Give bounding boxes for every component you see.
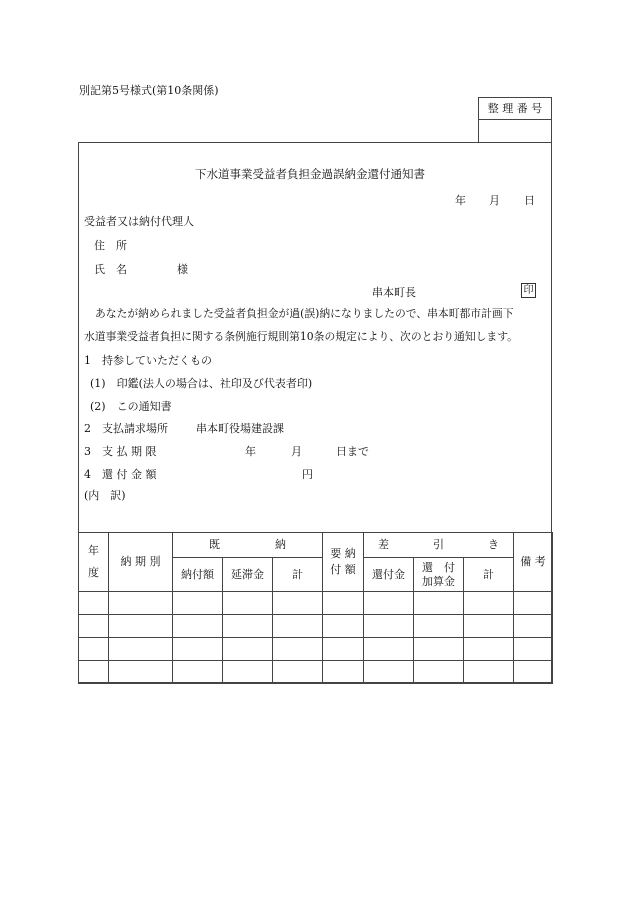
table-cell[interactable] [173, 615, 223, 638]
table-cell[interactable] [223, 638, 273, 661]
item-4-unit: 円 [302, 468, 313, 481]
table-row [79, 638, 553, 661]
item-3-year: 年 [245, 445, 256, 458]
group-already-paid: 既 納 [173, 533, 323, 558]
form-label: 別記第5号様式(第10条関係) [79, 84, 219, 97]
table-cell[interactable] [323, 661, 364, 684]
item-3-month: 月 [291, 445, 302, 458]
recipient-label: 受益者又は納付代理人 [84, 215, 194, 228]
table-cell[interactable] [323, 592, 364, 615]
table-cell[interactable] [414, 638, 464, 661]
honorific: 様 [177, 263, 188, 276]
table-cell[interactable] [364, 592, 414, 615]
date-month: 月 [489, 194, 500, 207]
sub-paid-amount: 納付額 [173, 558, 223, 592]
table-cell[interactable] [514, 638, 553, 661]
seal-stamp: 印 [521, 283, 536, 298]
table-cell[interactable] [514, 592, 553, 615]
item-2-label: 2 支払請求場所 [84, 422, 168, 435]
table-cell[interactable] [364, 615, 414, 638]
table-cell[interactable] [109, 638, 173, 661]
item-3-day: 日まで [336, 445, 369, 458]
table-cell[interactable] [79, 592, 109, 615]
reference-number-label: 整 理 番 号 [479, 98, 551, 120]
date-day: 日 [524, 194, 535, 207]
table-body [79, 592, 553, 684]
item-3-label: 3 支 払 期 限 [84, 445, 157, 458]
breakdown-label: (内 訳) [84, 489, 126, 502]
name-label: 氏 名 [94, 263, 127, 276]
reference-number-field[interactable] [479, 120, 551, 142]
group-difference: 差 引 き [364, 533, 514, 558]
table-cell[interactable] [223, 661, 273, 684]
table-cell[interactable] [514, 615, 553, 638]
table-cell[interactable] [223, 615, 273, 638]
item-1-sub-2: (2) この通知書 [90, 400, 172, 413]
table-cell[interactable] [273, 661, 323, 684]
body-text-line-1: あなたが納められました受益者負担金が過(誤)納になりましたので、串本町都市計画下 [95, 307, 514, 320]
table-cell[interactable] [109, 661, 173, 684]
issuer: 串本町長 [372, 286, 416, 299]
table-cell[interactable] [109, 615, 173, 638]
table-cell[interactable] [173, 592, 223, 615]
date-year: 年 [455, 194, 466, 207]
address-label: 住 所 [94, 239, 127, 252]
item-1: 1 持参していただくもの [84, 354, 212, 367]
table-cell[interactable] [273, 615, 323, 638]
item-4-label: 4 還 付 金 額 [84, 468, 157, 481]
table-cell[interactable] [223, 592, 273, 615]
table-cell[interactable] [109, 592, 173, 615]
sub-late-fee: 延滞金 [223, 558, 273, 592]
table-cell[interactable] [414, 592, 464, 615]
breakdown-table [78, 532, 553, 684]
document-title: 下水道事業受益者負担金過誤納金還付通知書 [195, 167, 425, 181]
table-cell[interactable] [414, 615, 464, 638]
table-row [79, 661, 553, 684]
col-payment-period: 納 期 別 [109, 533, 173, 592]
table-cell[interactable] [464, 592, 514, 615]
table-cell[interactable] [323, 615, 364, 638]
table-cell[interactable] [514, 661, 553, 684]
sub-paid-total: 計 [273, 558, 323, 592]
table-cell[interactable] [464, 615, 514, 638]
table-cell[interactable] [464, 661, 514, 684]
sub-difference-total: 計 [464, 558, 514, 592]
table-cell[interactable] [79, 661, 109, 684]
item-1-sub-1: (1) 印鑑(法人の場合は、社印及び代表者印) [90, 377, 313, 390]
table-cell[interactable] [414, 661, 464, 684]
body-text-line-2: 水道事業受益者負担に関する条例施行規則第10条の規定により、次のとおり通知します。 [84, 330, 518, 343]
table-cell[interactable] [464, 638, 514, 661]
table-cell[interactable] [79, 615, 109, 638]
col-required-amount: 要 納 付 額 [323, 533, 364, 592]
table-cell[interactable] [273, 592, 323, 615]
reference-number-box [478, 97, 552, 143]
table-row [79, 615, 553, 638]
table-cell[interactable] [273, 638, 323, 661]
item-2-value: 串本町役場建設課 [196, 422, 284, 435]
table-cell[interactable] [323, 638, 364, 661]
col-fiscal-year: 年 度 [79, 533, 109, 592]
table-cell[interactable] [173, 661, 223, 684]
table-cell[interactable] [364, 661, 414, 684]
sub-refund-addition: 還 付 加算金 [414, 558, 464, 592]
table-cell[interactable] [173, 638, 223, 661]
table-row [79, 592, 553, 615]
sub-refund: 還付金 [364, 558, 414, 592]
col-remarks: 備 考 [514, 533, 553, 592]
table-cell[interactable] [79, 638, 109, 661]
table-cell[interactable] [364, 638, 414, 661]
